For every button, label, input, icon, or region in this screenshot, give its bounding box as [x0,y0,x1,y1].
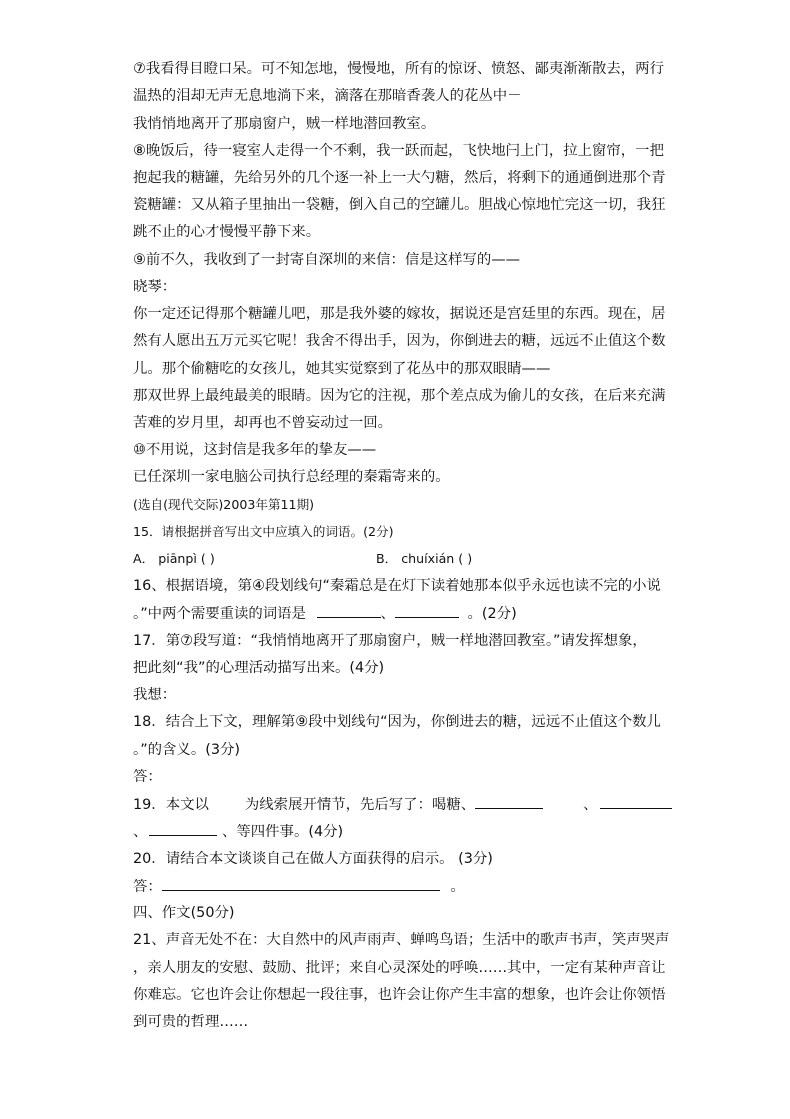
essay-prompt-line: ，亲人朋友的安慰、鼓励、批评；来自心灵深处的呼唤……其中，一定有某种声音让 [133,960,666,976]
question-19-line1 [133,794,672,814]
letter-salutation: 晓琴： [133,279,177,295]
letter-line: 那双世界上最纯最美的眼睛。因为它的注视，那个差点成为偷儿的女孩，在后来充满 [133,388,666,404]
essay-prompt-line: 你难忘。它也许会让你想起一段往事，也许会让你产生丰富的想象，也许会让你领悟 [133,987,666,1003]
essay-heading: 四、作文(50分) [133,905,235,921]
answer-blank[interactable] [475,794,543,809]
question-19-text: 19．本文以 [133,797,209,813]
source-citation: (选自(现代交际)2003年第11期) [133,497,315,512]
question-19-text: 为线索展开情节，先后写了：喝糖、 [244,797,476,813]
paragraph-7-line: 温热的泪却无声无息地淌下来，滴落在那暗香袭人的花丛中－ [133,88,522,104]
question-18-line: 。”的含义。(3分) [133,742,240,758]
paragraph-10-line: ⑩不用说，这封信是我多年的挚友—— [133,442,377,458]
essay-prompt-line: 到可贵的哲理…… [133,1014,249,1030]
question-16-score: 。(2分) [467,606,517,622]
answer-blank[interactable] [395,603,459,618]
letter-line: 然有人愿出五万元买它呢！我舍不得出手，因为，你倒进去的糖，远远不止值这个数 [133,333,666,349]
question-20-end: 。 [450,879,465,895]
question-16-separator: 、 [380,606,395,622]
question-19-line2 [133,821,343,841]
letter-line: 你一定还记得那个糖罐儿吧，那是我外婆的嫁妆，据说还是宫廷里的东西。现在，居 [133,306,666,322]
letter-line: 苦难的岁月里，却再也不曾妄动过一回。 [133,415,393,431]
question-19-separator: 、 [133,824,148,840]
question-16-line: 16、根据语境，第④段划线句“秦霜总是在灯下读着她那本似乎永远也读不完的小说 [133,578,661,594]
question-16-text: 。”中两个需要重读的词语是 [133,606,306,622]
question-16-line2 [133,603,517,623]
question-17-answer-label: 我想： [133,687,177,703]
question-15-stem: 15．请根据拼音写出文中应填入的词语。(2分) [133,524,394,539]
question-19-separator: 、 [583,797,598,813]
question-19-text: 、等四件事。(4分) [221,824,344,840]
question-20-answer-label: 答： [133,879,162,895]
essay-prompt-line: 21、声音无处不在：大自然中的风声雨声、蝉鸣鸟语；生活中的歌声书声，笑声哭声 [133,932,670,948]
paragraph-8-line: ⑧晚饭后，待一寝室人走得一个不剩，我一跃而起，飞快地闩上门，拉上窗帘，一把 [133,143,664,159]
paragraph-8-line: 抱起我的糖罐，先给另外的几个逐一补上一大勺糖，然后，将剩下的通通倒进那个青 [133,170,666,186]
answer-blank[interactable] [317,603,381,618]
answer-blank[interactable] [149,821,217,836]
question-20-answer-line [133,876,465,896]
question-18-answer-label: 答： [133,769,162,785]
question-17-line: 把此刻“我”的心理活动描写出来。(4分) [133,660,385,676]
paragraph-8-line: 瓷糖罐：又从箱子里抽出一袋糖，倒入自己的空罐儿。胆战心惊地忙完这一切，我狂 [133,197,666,213]
answer-blank[interactable] [600,794,672,809]
answer-blank[interactable] [162,876,440,891]
question-15-option-b: B． chuíxián ( ) [376,551,473,566]
question-18-line: 18．结合上下文，理解第⑨段中划线句“因为，你倒进去的糖，远远不止值这个数儿 [133,714,661,730]
question-20-stem: 20．请结合本文谈谈自己在做人方面获得的启示。 (3分) [133,851,493,867]
question-15-option-a: A． piānpì ( ) [133,551,215,566]
paragraph-7-line: 我悄悄地离开了那扇窗户，贼一样地潜回教室。 [133,116,436,132]
paragraph-10-line: 已任深圳一家电脑公司执行总经理的秦霜寄来的。 [133,469,450,485]
paragraph-7-line: ⑦我看得目瞪口呆。可不知怎地，慢慢地，所有的惊讶、愤怒、鄙夷渐渐散去，两行 [133,61,664,77]
paragraph-9-line: ⑨前不久，我收到了一封寄自深圳的来信：信是这样写的—— [133,252,521,268]
paragraph-8-line: 跳不止的心才慢慢平静下来。 [133,224,321,240]
question-17-line: 17．第⑦段写道：“我悄悄地离开了那扇窗户，贼一样地潜回教室。”请发挥想象， [133,633,647,649]
letter-line: 儿。那个偷糖吃的女孩儿，她其实觉察到了花丛中的那双眼睛—— [133,361,551,377]
